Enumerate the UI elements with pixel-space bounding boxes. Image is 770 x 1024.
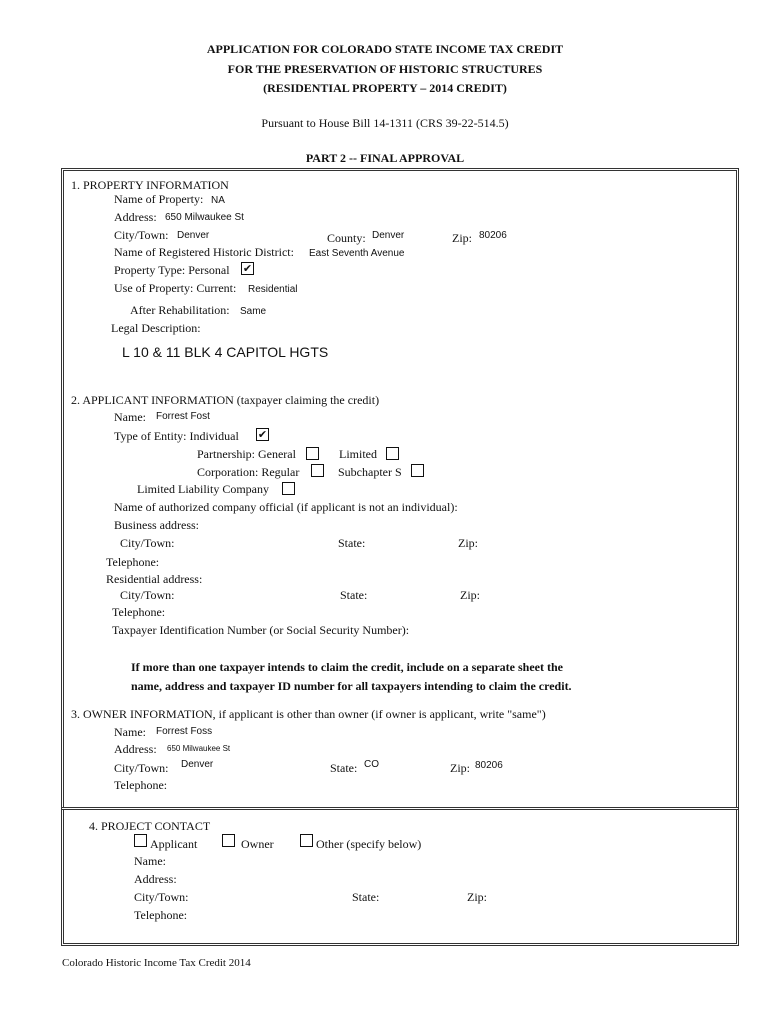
zip-label: Zip: <box>452 231 472 245</box>
authorized-official-label: Name of authorized company official (if applicant is not an individual): <box>114 500 458 514</box>
title-line-1: APPLICATION FOR COLORADO STATE INCOME TAX CREDIT <box>206 42 564 56</box>
owner-name-label: Name: <box>114 725 146 739</box>
address-field[interactable]: 650 Milwaukee St <box>165 212 244 223</box>
owner-address-field[interactable]: 650 Milwaukee St <box>167 744 231 753</box>
zip-field[interactable]: 80206 <box>479 230 507 241</box>
section2-heading: 2. APPLICANT INFORMATION (taxpayer claiming the credit) <box>71 393 380 407</box>
city-field[interactable]: Denver <box>177 230 210 241</box>
partnership-general-checkbox[interactable] <box>306 447 319 460</box>
llc-label: Limited Liability Company <box>137 482 269 496</box>
contact-name-label: Name: <box>134 854 166 868</box>
contact-applicant-label: Applicant <box>150 837 198 851</box>
partnership-limited-checkbox[interactable] <box>386 447 399 460</box>
residential-zip-label: Zip: <box>460 588 480 602</box>
owner-name-field[interactable]: Forrest Foss <box>156 726 213 737</box>
district-label: Name of Registered Historic District: <box>114 245 294 259</box>
business-state-label: State: <box>338 536 366 550</box>
residential-address-label: Residential address: <box>106 572 203 586</box>
residential-telephone-label: Telephone: <box>112 605 166 619</box>
contact-city-label: City/Town: <box>134 890 189 904</box>
corporation-regular-label: Corporation: Regular <box>197 465 300 479</box>
contact-other-checkbox[interactable] <box>300 834 313 847</box>
county-label: County: <box>327 231 366 245</box>
partnership-general-label: Partnership: General <box>197 447 296 461</box>
owner-state-label: State: <box>330 761 358 775</box>
business-zip-label: Zip: <box>458 536 478 550</box>
city-label: City/Town: <box>114 228 169 242</box>
address-label: Address: <box>114 210 157 224</box>
business-city-label: City/Town: <box>120 536 175 550</box>
title-line-2: FOR THE PRESERVATION OF HISTORIC STRUCTURES <box>227 62 543 76</box>
owner-address-label: Address: <box>114 742 157 756</box>
contact-owner-label: Owner <box>241 837 274 851</box>
property-name-field[interactable]: NA <box>211 195 225 206</box>
property-type-personal-checkbox[interactable]: ✔ <box>242 262 253 275</box>
multiple-taxpayer-note-line2: name, address and taxpayer ID number for all taxpayers intending to claim the credit. <box>131 679 572 693</box>
property-type-label: Property Type: Personal <box>114 263 230 277</box>
partnership-limited-label: Limited <box>339 447 377 461</box>
contact-zip-label: Zip: <box>467 890 487 904</box>
subchapter-s-checkbox[interactable] <box>411 464 424 477</box>
applicant-name-label: Name: <box>114 410 146 424</box>
applicant-name-field[interactable]: Forrest Fost <box>156 411 210 422</box>
owner-zip-field[interactable]: 80206 <box>475 760 503 771</box>
entity-individual-checkbox[interactable]: ✔ <box>257 428 268 441</box>
residential-state-label: State: <box>340 588 368 602</box>
contact-state-label: State: <box>352 890 380 904</box>
entity-type-label: Type of Entity: Individual <box>114 429 239 443</box>
business-telephone-label: Telephone: <box>106 555 160 569</box>
contact-telephone-label: Telephone: <box>134 908 188 922</box>
contact-owner-checkbox[interactable] <box>222 834 235 847</box>
district-field[interactable]: East Seventh Avenue <box>309 248 405 259</box>
corporation-regular-checkbox[interactable] <box>311 464 324 477</box>
legal-description-field[interactable]: L 10 & 11 BLK 4 CAPITOL HGTS <box>122 344 329 360</box>
residential-city-label: City/Town: <box>120 588 175 602</box>
section1-heading: 1. PROPERTY INFORMATION <box>71 178 229 192</box>
subchapter-s-label: Subchapter S <box>338 465 402 479</box>
owner-city-label: City/Town: <box>114 761 169 775</box>
county-field[interactable]: Denver <box>372 230 405 241</box>
use-current-field[interactable]: Residential <box>248 284 298 295</box>
property-name-label: Name of Property: <box>114 192 204 206</box>
business-address-label: Business address: <box>114 518 199 532</box>
section4-heading: 4. PROJECT CONTACT <box>89 819 211 833</box>
after-rehab-label: After Rehabilitation: <box>130 303 230 317</box>
owner-city-field[interactable]: Denver <box>181 759 214 770</box>
after-rehab-field[interactable]: Same <box>240 306 267 317</box>
footer-text: Colorado Historic Income Tax Credit 2014 <box>62 957 251 969</box>
multiple-taxpayer-note-line1: If more than one taxpayer intends to claim the credit, include on a separate sheet the <box>131 660 563 674</box>
use-current-label: Use of Property: Current: <box>114 281 237 295</box>
legal-description-label: Legal Description: <box>111 321 201 335</box>
owner-state-field[interactable]: CO <box>364 759 379 770</box>
llc-checkbox[interactable] <box>282 482 295 495</box>
pursuant-line: Pursuant to House Bill 14-1311 (CRS 39-22-514.5) <box>261 116 509 130</box>
title-line-3: (RESIDENTIAL PROPERTY – 2014 CREDIT) <box>263 81 507 95</box>
contact-applicant-checkbox[interactable] <box>134 834 147 847</box>
tin-label: Taxpayer Identification Number (or Social Security Number): <box>112 623 410 637</box>
part-heading: PART 2 -- FINAL APPROVAL <box>305 151 465 165</box>
contact-address-label: Address: <box>134 872 177 886</box>
owner-telephone-label: Telephone: <box>114 778 168 792</box>
section3-heading: 3. OWNER INFORMATION, if applicant is other than owner (if owner is applicant, write "same") <box>71 707 546 721</box>
contact-other-label: Other (specify below) <box>316 837 422 851</box>
owner-zip-label: Zip: <box>450 761 470 775</box>
